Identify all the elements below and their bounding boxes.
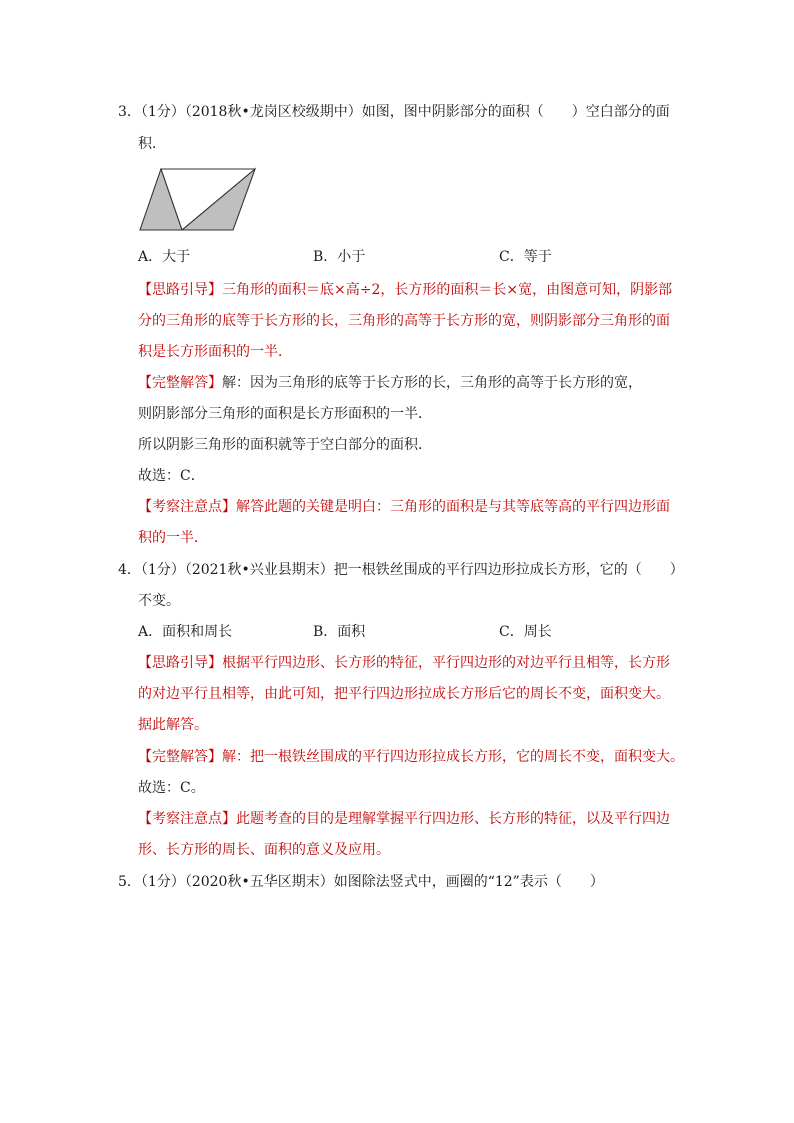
q3-analysis-line1 xyxy=(138,280,672,300)
q3-option-a: A．大于 xyxy=(138,249,191,265)
q4-option-b: B．面积 xyxy=(313,624,366,640)
q4-note-text1: 此题考查的目的是理解掌握平行四边形、长方形的特征，以及平行四边 xyxy=(236,811,670,827)
q3-answer-line1 xyxy=(138,373,642,393)
q3-option-b: B．小于 xyxy=(313,249,366,265)
q3-answer-line2: 则阴影部分三角形的面积是长方形面积的一半． xyxy=(138,406,432,422)
q3-answer-tag: 【完整解答】 xyxy=(138,375,222,391)
q3-note-text1: 解答此题的关键是明白：三角形的面积是与其等底等高的平行四边形面 xyxy=(236,499,670,515)
q3-option-c: C．等于 xyxy=(499,249,552,265)
q4-analysis-tag: 【思路引导】 xyxy=(138,655,222,671)
q3-note-tag: 【考察注意点】 xyxy=(138,499,236,515)
q4-stem-line2: 不变。 xyxy=(138,593,180,609)
q4-option-c: C．周长 xyxy=(499,624,552,640)
q3-choice: 故选：C． xyxy=(138,468,205,484)
q3-answer-text1: 解：因为三角形的底等于长方形的长，三角形的高等于长方形的宽， xyxy=(222,375,642,391)
q3-note-line2: 积的一半． xyxy=(138,530,208,546)
q4-note-tag: 【考察注意点】 xyxy=(138,811,236,827)
q4-note-line1 xyxy=(138,809,670,829)
q4-note-line2: 形、长方形的周长、面积的意义及应用。 xyxy=(138,842,390,858)
q4-answer-line1 xyxy=(138,747,684,767)
q4-analysis-line2: 的对边平行且相等，由此可知，把平行四边形拉成长方形后它的周长不变，面积变大。 xyxy=(138,686,670,702)
q3-note-line1 xyxy=(138,497,670,517)
q4-analysis-line3: 据此解答。 xyxy=(138,717,208,733)
q4-choice: 故选：C。 xyxy=(138,780,205,796)
q3-answer-line3: 所以阴影三角形的面积就等于空白部分的面积． xyxy=(138,437,432,453)
q3-stem-line2: 积． xyxy=(138,136,166,152)
q3-analysis-text1: 三角形的面积＝底×高÷2，长方形的面积＝长×宽，由图意可知，阴影部 xyxy=(222,282,673,298)
q4-stem-line1: 4．（1分）（2021秋•兴业县期末）把一根铁丝围成的平行四边形拉成长方形，它的（ ） xyxy=(118,562,684,578)
q3-analysis-line3: 积是长方形面积的一半． xyxy=(138,344,292,360)
q4-answer-tag: 【完整解答】 xyxy=(138,749,222,765)
q4-analysis-line1 xyxy=(138,653,670,673)
q3-analysis-line2: 分的三角形的底等于长方形的长，三角形的高等于长方形的宽，则阴影部分三角形的面 xyxy=(138,313,670,329)
q5-stem-line1: 5．（1分）（2020秋•五华区期末）如图除法竖式中，画圈的“12”表示（ ） xyxy=(118,874,604,890)
q3-stem-line1: 3．（1分）（2018秋•龙岗区校级期中）如图，图中阴影部分的面积（ ）空白部分的面 xyxy=(118,104,670,120)
parallelogram-figure xyxy=(139,167,257,233)
q3-analysis-tag: 【思路引导】 xyxy=(138,282,222,298)
q4-answer-text1: 解：把一根铁丝围成的平行四边形拉成长方形，它的周长不变，面积变大。 xyxy=(222,749,684,765)
q4-analysis-text1: 根据平行四边形、长方形的特征，平行四边形的对边平行且相等，长方形 xyxy=(222,655,670,671)
q4-option-a: A．面积和周长 xyxy=(138,624,233,640)
